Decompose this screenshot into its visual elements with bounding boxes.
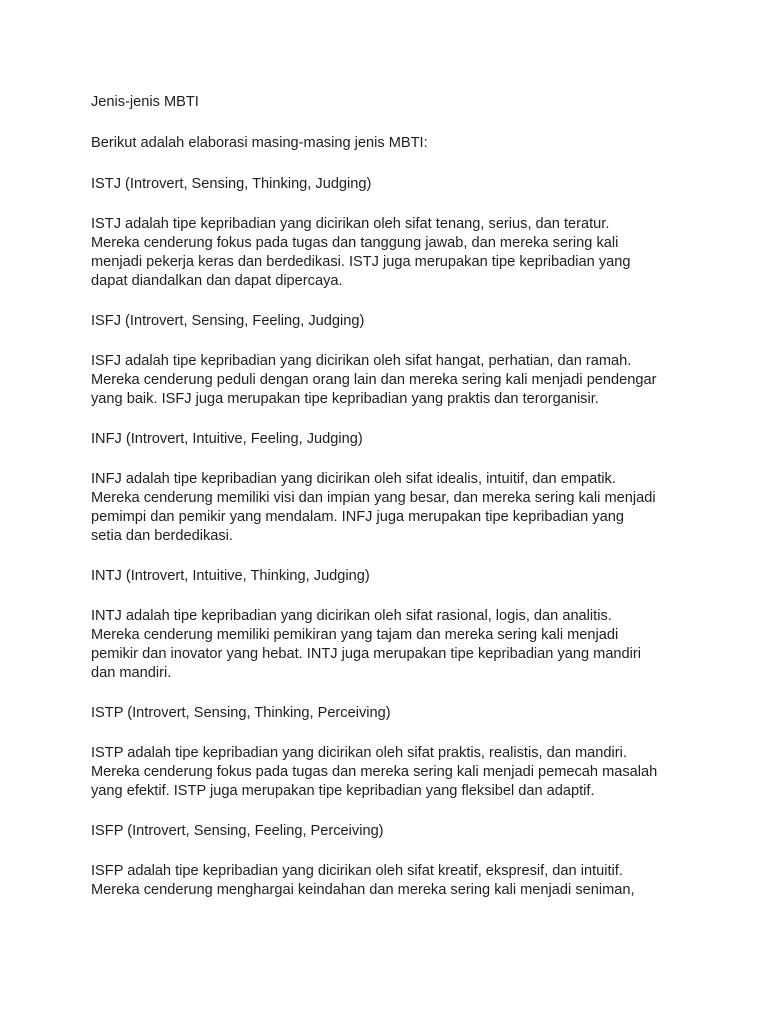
section-heading: ISTJ (Introvert, Sensing, Thinking, Judging) xyxy=(91,176,372,192)
section-heading: ISFJ (Introvert, Sensing, Feeling, Judging) xyxy=(91,313,365,329)
section-isfj xyxy=(91,312,691,409)
section-body: ISFP adalah tipe kepribadian yang dicirikan oleh sifat kreatif, ekspresif, dan intuitif. Mereka cenderung menghargai keindahan dan mereka sering kali menjadi seniman, xyxy=(91,863,635,898)
section-body: INFJ adalah tipe kepribadian yang dicirikan oleh sifat idealis, intuitif, dan empatik. Mereka cenderung memiliki visi dan impian yang besar, dan mereka sering kali menjadi pemimpi dan pemikir yang mendalam. INFJ juga merupakan tipe kepribadian yang setia dan berdedikasi. xyxy=(91,471,656,544)
section-body: ISTJ adalah tipe kepribadian yang dicirikan oleh sifat tenang, serius, dan teratur. Mereka cenderung fokus pada tugas dan tanggung jawab, dan mereka sering kali menjadi pekerja keras dan berdedikasi. ISTJ juga merupakan tipe kepribadian yang dapat diandalkan dan dapat dipercaya. xyxy=(91,216,631,289)
document-page xyxy=(91,93,691,921)
section-isfp xyxy=(91,822,691,900)
section-heading: INFJ (Introvert, Intuitive, Feeling, Judging) xyxy=(91,431,363,447)
section-intj xyxy=(91,567,691,683)
section-heading: ISTP (Introvert, Sensing, Thinking, Perceiving) xyxy=(91,705,391,721)
section-body: ISFJ adalah tipe kepribadian yang dicirikan oleh sifat hangat, perhatian, dan ramah. Mereka cenderung peduli dengan orang lain dan mereka sering kali menjadi pendengar yang baik. ISFJ juga merupakan tipe kepribadian yang praktis dan terorganisir. xyxy=(91,353,657,407)
intro-text: Berikut adalah elaborasi masing-masing jenis MBTI: xyxy=(91,135,428,151)
section-istp xyxy=(91,704,691,801)
document-title: Jenis-jenis MBTI xyxy=(91,94,199,110)
section-istj xyxy=(91,175,691,291)
section-heading: ISFP (Introvert, Sensing, Feeling, Perceiving) xyxy=(91,823,384,839)
section-infj xyxy=(91,430,691,546)
section-body: INTJ adalah tipe kepribadian yang dicirikan oleh sifat rasional, logis, dan analitis. Mereka cenderung memiliki pemikiran yang tajam dan mereka sering kali menjadi pemikir dan inovator yang hebat. INTJ juga merupakan tipe kepribadian yang mandiri dan mandiri. xyxy=(91,608,642,681)
section-heading: INTJ (Introvert, Intuitive, Thinking, Judging) xyxy=(91,568,370,584)
section-body: ISTP adalah tipe kepribadian yang dicirikan oleh sifat praktis, realistis, dan mandiri. Mereka cenderung fokus pada tugas dan mereka sering kali menjadi pemecah masalah yang efektif. ISTP juga merupakan tipe kepribadian yang fleksibel dan adaptif. xyxy=(91,745,658,799)
